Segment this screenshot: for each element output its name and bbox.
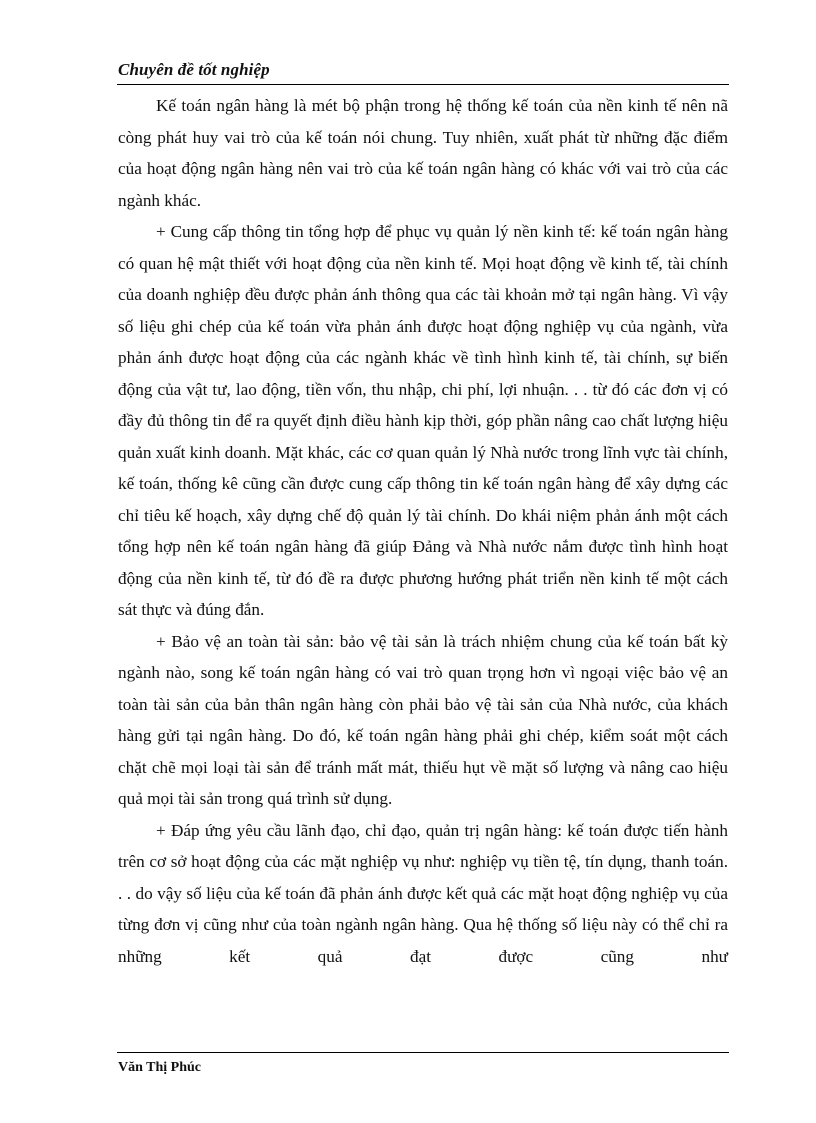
- footer-divider: [117, 1052, 729, 1053]
- paragraph-intro: Kế toán ngân hàng là mét bộ phận trong hệ thống kế toán của nền kinh tế nên nã còng phát huy vai trò của kế toán nói chung. Tuy nhiên, xuất phát từ những đặc điểm của hoạt động ngân hàng nên vai trò của kế toán ngân hàng có khác với vai trò của các ngành khác.: [118, 96, 728, 210]
- paragraph-management-support: + Đáp ứng yêu cầu lãnh đạo, chỉ đạo, quản trị ngân hàng: kế toán được tiến hành trên cơ sở hoạt động của các mặt nghiệp vụ như: nghiệp vụ tiền tệ, tín dụng, thanh toán. . . do vậy số liệu của kế toán đã phản ánh được kết quả các mặt hoạt động nghiệp vụ của từng đơn vị cũng như của toàn ngành ngân hàng. Qua hệ thống số liệu này có thể chỉ ra những kết quả đạt được cũng như: [118, 820, 728, 966]
- document-body: [118, 90, 728, 972]
- paragraph-info-provision: + Cung cấp thông tin tổng hợp để phục vụ quản lý nền kinh tế: kế toán ngân hàng có quan hệ mật thiết với hoạt động của nền kinh tế. Mọi hoạt động về kinh tế, tài chính của doanh nghiệp đều được phản ánh thông qua các tài khoản mở tại ngân hàng. Vì vậy số liệu ghi chép của kế toán vừa phản ánh được hoạt động nghiệp vụ của ngành, vừa phản ánh được hoạt động của các ngành khác về tình hình kinh tế, tài chính, sự biến động của vật tư, lao động, tiền vốn, thu nhập, chi phí, lợi nhuận. . . từ đó các đơn vị có đầy đủ thông tin để ra quyết định điều hành kịp thời, góp phần nâng cao chất lượng hiệu quản xuất kinh doanh. Mặt khác, các cơ quan quản lý Nhà nước trong lĩnh vực tài chính, kế toán, thống kê cũng cần được cung cấp thông tin kế toán ngân hàng để xây dựng các chỉ tiêu kế hoạch, xây dựng chế độ quản lý tài chính. Do khái niệm phản ánh một cách tổng hợp nên kế toán ngân hàng đã giúp Đảng và Nhà nước nắm được tình hình hoạt động của nền kinh tế, từ đó đề ra được phương hướng phát triển nền kinh tế một cách sát thực và đúng đắn.: [118, 222, 728, 619]
- header-divider: [117, 84, 729, 85]
- paragraph-asset-protection: + Bảo vệ an toàn tài sản: bảo vệ tài sản là trách nhiệm chung của kế toán bất kỳ ngành nào, song kế toán ngân hàng có vai trò quan trọng hơn vì ngoại việc bảo vệ an toàn tài sản của bản thân ngân hàng còn phải bảo vệ tài sản của Nhà nước, của khách hàng gửi tại ngân hàng. Do đó, kế toán ngân hàng phải ghi chép, kiểm soát một cách chặt chẽ mọi loại tài sản để tránh mất mát, thiếu hụt về mặt số lượng và nâng cao hiệu quả mọi tài sản trong quá trình sử dụng.: [118, 631, 728, 808]
- page-footer-author: Văn Thị Phúc: [118, 1060, 201, 1075]
- page-header-title: Chuyên đề tốt nghiệp: [118, 60, 270, 79]
